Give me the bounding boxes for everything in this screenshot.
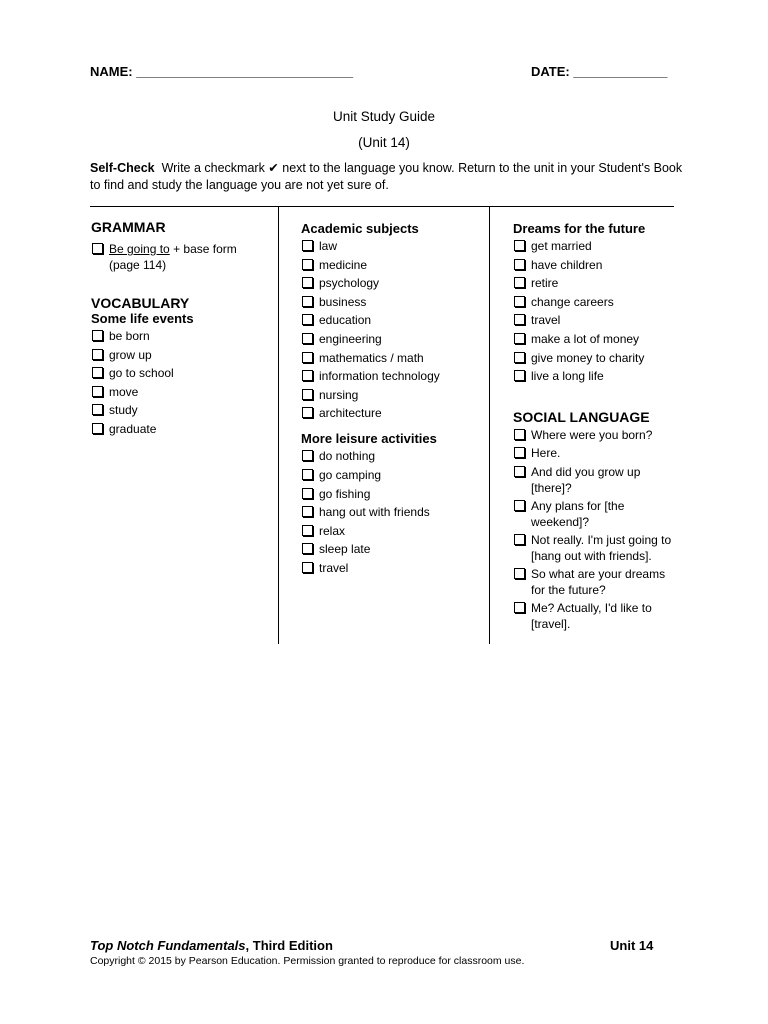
checkbox[interactable] [302,370,313,381]
checklist-item-label: law [319,239,338,253]
self-check-label: Self-Check [90,161,155,175]
checklist-item [513,257,678,273]
checklist-item-label: grow up [109,347,152,362]
date-field [531,64,667,79]
checkbox[interactable] [302,259,313,270]
checkbox[interactable] [514,466,525,477]
checklist-item [301,275,486,291]
checklist-item [301,238,486,254]
checklist-item [513,464,678,496]
checklist-item-label: hang out with friends [319,505,430,520]
checkbox[interactable] [514,602,525,613]
checkbox[interactable] [92,349,103,360]
checklist-item-label: Any plans for [the weekend]? [531,498,625,529]
checklist-item-label: retire [531,276,559,291]
checklist-item [513,331,678,347]
checkbox[interactable] [302,407,313,418]
checklist-item-label: relax [319,523,346,538]
checklist-item-label: do nothing [319,449,376,464]
checklist-item-label: architecture [319,406,382,421]
self-check-text: Write a checkmark ✔ next to the language you know. Return to the unit in your Student's Book to find and study the language you are not yet sure of. [90,161,683,192]
checklist-item-label: mathematics / math [319,350,424,365]
checklist-item [513,368,678,384]
checkbox[interactable] [302,450,313,461]
vocabulary-subheading: Some life events [91,311,194,326]
checklist-item [513,350,678,366]
checkbox[interactable] [302,469,313,480]
checklist-item [301,560,486,576]
checkbox[interactable] [514,500,525,511]
checklist-item [513,312,678,328]
checklist-item-label: psychology [319,276,380,291]
checklist-item-label: have children [531,257,603,272]
checklist-item-label: go camping [319,467,382,482]
academic-subjects-heading: Academic subjects [301,221,419,236]
leisure-activities-heading: More leisure activities [301,431,437,447]
checklist-item [91,421,271,437]
checkbox[interactable] [514,296,525,307]
name-label: NAME: [90,64,133,79]
checklist-item [301,541,486,557]
checklist-item-label: Where were you born? [531,428,653,443]
column-dreams-social [513,221,678,632]
checklist-item-label: So what are your dreams for the future? [531,567,666,598]
checklist-item-label: live a long life [531,369,604,384]
checkbox[interactable] [514,277,525,288]
self-check-instructions [90,160,690,194]
checkbox[interactable] [302,333,313,344]
checklist-item [513,294,678,310]
book-title: Top Notch Fundamentals [90,938,246,953]
checklist-item-label: make a lot of money [531,331,640,346]
checkbox[interactable] [302,525,313,536]
checkbox[interactable] [92,386,103,397]
checkbox[interactable] [514,447,525,458]
checkbox[interactable] [302,314,313,325]
checklist-item [301,312,486,328]
grammar-item [91,241,271,273]
checkbox[interactable] [302,488,313,499]
checklist-item [513,275,678,291]
checklist-item [513,600,678,632]
page-title: Unit Study Guide [332,109,436,124]
checklist-item [513,427,678,443]
social-language-list [513,427,678,632]
checklist-item [301,486,486,502]
checklist-item-label: go fishing [319,486,371,501]
top-divider [90,206,674,207]
checklist-item [301,467,486,483]
checkbox[interactable] [302,352,313,363]
checklist-item-label: information technology [319,369,440,384]
checklist-item-label: change careers [531,294,614,309]
checklist-item [301,257,486,273]
checklist-item [301,350,486,366]
checklist-item-label: study [109,403,138,417]
checklist-item [513,532,678,564]
checklist-item [301,523,486,539]
date-blank: _____________ [573,64,668,79]
checkbox[interactable] [514,568,525,579]
column-grammar-vocabulary [91,219,271,437]
dreams-list [513,238,678,384]
footer-unit: Unit 14 [610,938,654,953]
page-subtitle: (Unit 14) [358,135,410,150]
name-blank: ______________________________ [136,64,354,79]
checkbox[interactable] [514,314,525,325]
checkbox[interactable] [92,367,103,378]
checklist-item-label: travel [319,560,349,575]
checklist-item [301,387,486,403]
checklist-item [301,368,486,384]
checklist-item [91,365,271,381]
checklist-item-label: Not really. I'm just going to [hang out with friends]. [531,532,672,563]
checkbox[interactable] [92,330,103,341]
social-language-heading: SOCIAL LANGUAGE [513,409,650,426]
footer-book-title [90,938,333,953]
checklist-item-label: nursing [319,387,359,402]
checklist-item [301,331,486,347]
checkbox[interactable] [302,296,313,307]
checklist-item-label: move [109,384,139,399]
checklist-item-label: get married [531,239,592,253]
checkbox[interactable] [514,352,525,363]
footer-copyright: Copyright © 2015 by Pearson Education. Permission granted to reproduce for classroom use. [90,955,525,967]
checklist-item-label: travel [531,313,561,328]
column-divider-1 [278,207,279,644]
checkbox[interactable] [302,277,313,288]
grammar-item-underlined: Be going to [109,242,170,256]
academic-subjects-list [301,238,486,421]
checkbox[interactable] [302,543,313,554]
checkbox[interactable] [514,240,525,251]
checklist-item [301,294,486,310]
checklist-item [513,566,678,598]
checklist-item-label: sleep late [319,542,371,557]
checklist-item-label: be born [109,329,150,343]
checkbox[interactable] [92,423,103,434]
checklist-item [513,238,678,254]
checkbox[interactable] [514,333,525,344]
name-field [90,64,353,79]
date-label: DATE: [531,64,570,79]
checkbox[interactable] [92,243,103,254]
checklist-item [513,445,678,461]
checkbox[interactable] [514,259,525,270]
checklist-item [91,347,271,363]
checklist-item-label: And did you grow up [there]? [531,464,641,495]
column-divider-2 [489,207,490,644]
grammar-item-page: (page 114) [109,258,167,272]
checklist-item [301,405,486,421]
checklist-item-label: graduate [109,421,157,436]
grammar-item-rest: + base form [173,242,237,256]
checklist-item-label: business [319,294,367,309]
vocabulary-heading: VOCABULARY [91,295,190,311]
checklist-item-label: give money to charity [531,350,645,365]
checklist-item-label: engineering [319,331,382,346]
checklist-item [301,504,486,520]
checkbox[interactable] [302,240,313,251]
checklist-item-label: education [319,313,372,328]
checkbox[interactable] [92,404,103,415]
checkbox[interactable] [514,534,525,545]
checkbox[interactable] [302,389,313,400]
checklist-item [513,498,678,530]
checklist-item-label: medicine [319,257,368,272]
book-edition: , Third Edition [245,938,333,953]
checklist-item-label: Me? Actually, I'd like to [travel]. [531,601,652,632]
grammar-heading: GRAMMAR [91,219,166,235]
checklist-item [91,328,271,344]
dreams-heading: Dreams for the future [513,221,646,236]
checkbox[interactable] [514,429,525,440]
checklist-item-label: Here. [531,446,561,461]
checkbox[interactable] [302,506,313,517]
checklist-item-label: go to school [109,366,174,380]
leisure-activities-list [301,448,486,576]
checkbox[interactable] [514,370,525,381]
checklist-item [91,402,271,418]
checklist-item [91,384,271,400]
checklist-item [301,448,486,464]
checkbox[interactable] [302,562,313,573]
vocabulary-list [91,328,271,437]
column-academic-leisure [301,221,486,576]
